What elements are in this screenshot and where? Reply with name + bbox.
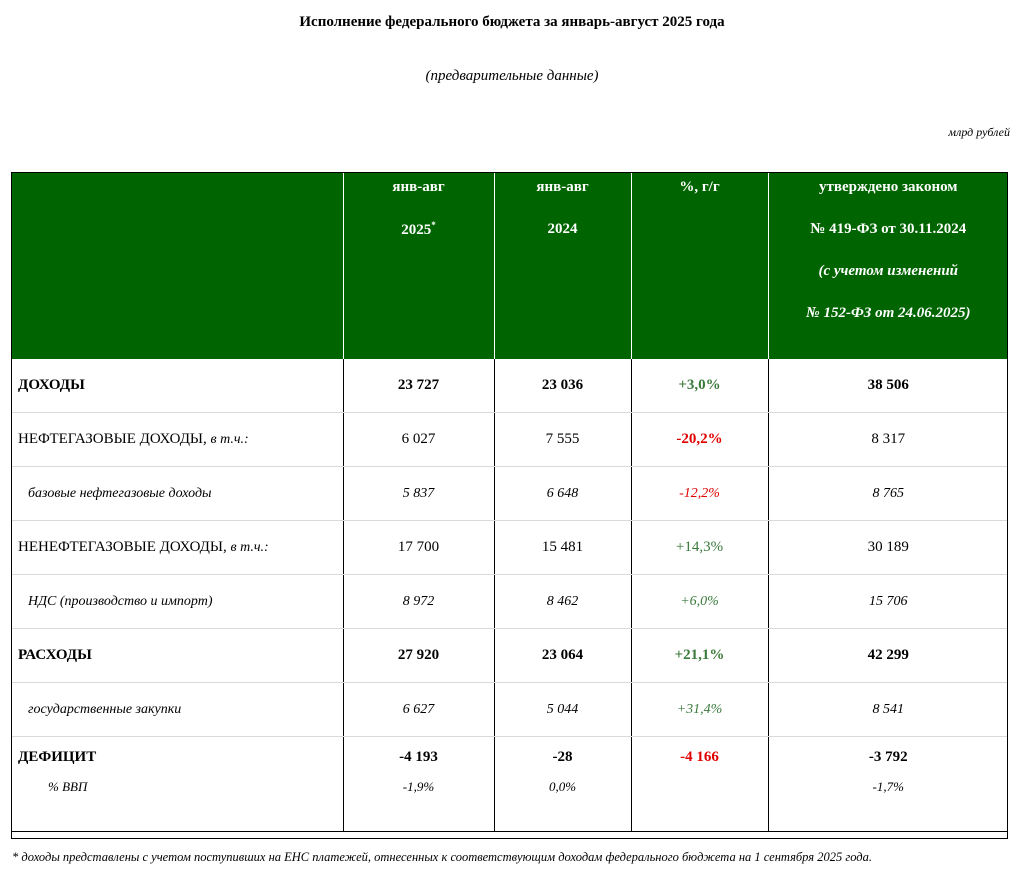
value-2025: 6 627 (343, 683, 494, 737)
value-2024: -28 (494, 737, 631, 778)
value-law: 8 541 (768, 683, 1008, 737)
table-row (12, 629, 1008, 683)
header-jan-aug-2025 (343, 172, 494, 359)
table-row (12, 575, 1008, 629)
value-law: -1,7% (768, 777, 1008, 832)
value-pct: +3,0% (631, 359, 768, 413)
header-line: 2024 (547, 221, 578, 237)
value-2025: 8 972 (343, 575, 494, 629)
value-law: 42 299 (768, 629, 1008, 683)
value-pct: -4 166 (631, 737, 768, 778)
value-law: 8 317 (768, 413, 1008, 467)
footnote: * доходы представлены с учетом поступивших на ЕНС платежей, отнесенных к соответствующим доходам федерального бюджета на 1 сентября 2025 года. (12, 850, 872, 864)
page-title: Исполнение федерального бюджета за январь-август 2025 года (299, 14, 725, 30)
header-line: %, г/г (679, 179, 720, 195)
header-line: янв-авг (536, 179, 589, 195)
value-law: 8 765 (768, 467, 1008, 521)
value-2025: 17 700 (343, 521, 494, 575)
header-line: № 419-ФЗ от 30.11.2024 (810, 221, 967, 237)
row-label: РАСХОДЫ (12, 629, 343, 683)
table-row (12, 777, 1008, 832)
table-row (12, 737, 1008, 778)
value-2024: 8 462 (494, 575, 631, 629)
row-label: НЕНЕФТЕГАЗОВЫЕ ДОХОДЫ, в т.ч.: (12, 521, 343, 575)
table-row (12, 521, 1008, 575)
row-label: государственные закупки (12, 683, 343, 737)
value-pct: -12,2% (631, 467, 768, 521)
row-label: базовые нефтегазовые доходы (12, 467, 343, 521)
value-2025: 6 027 (343, 413, 494, 467)
units-label: млрд рублей (948, 125, 1010, 139)
value-pct: +14,3% (631, 521, 768, 575)
table-row (12, 467, 1008, 521)
value-2024: 0,0% (494, 777, 631, 832)
header-approved-law (768, 172, 1008, 359)
value-2024: 7 555 (494, 413, 631, 467)
row-label: ДЕФИЦИТ (12, 737, 343, 778)
value-2025: 5 837 (343, 467, 494, 521)
value-2024: 23 036 (494, 359, 631, 413)
value-law: -3 792 (868, 748, 908, 765)
value-law: 38 506 (768, 359, 1008, 413)
value-2025: 27 920 (343, 629, 494, 683)
value-pct (631, 777, 768, 832)
value-2024: 5 044 (494, 683, 631, 737)
value-2024: 23 064 (494, 629, 631, 683)
header-label-col (12, 172, 343, 359)
table-row (12, 359, 1008, 413)
row-label: % ВВП (12, 777, 343, 832)
value-pct: +31,4% (631, 683, 768, 737)
budget-table (12, 172, 1008, 832)
table-row (12, 413, 1008, 467)
header-jan-aug-2024 (494, 172, 631, 359)
table-row (12, 683, 1008, 737)
header-line: (с учетом изменений (818, 263, 959, 279)
row-label: ДОХОДЫ (12, 359, 343, 413)
value-law: 15 706 (768, 575, 1008, 629)
table-header-row (12, 172, 1008, 359)
value-2025: 23 727 (343, 359, 494, 413)
header-line: 2025* (401, 220, 436, 238)
row-label: НЕФТЕГАЗОВЫЕ ДОХОДЫ, в т.ч.: (12, 413, 343, 467)
value-2025: -4 193 (343, 737, 494, 778)
value-2024: 15 481 (494, 521, 631, 575)
value-2024: 6 648 (494, 467, 631, 521)
row-label: НДС (производство и импорт) (12, 575, 343, 629)
header-line: утверждено законом (818, 179, 958, 195)
page-subtitle: (предварительные данные) (425, 68, 599, 84)
value-pct: +6,0% (631, 575, 768, 629)
value-law: 30 189 (768, 521, 1008, 575)
value-pct: -20,2% (631, 413, 768, 467)
header-line: № 152-ФЗ от 24.06.2025) (805, 305, 971, 321)
header-pct-yoy (631, 172, 768, 359)
value-2025: -1,9% (343, 777, 494, 832)
header-line: янв-авг (392, 179, 445, 195)
value-pct: +21,1% (631, 629, 768, 683)
